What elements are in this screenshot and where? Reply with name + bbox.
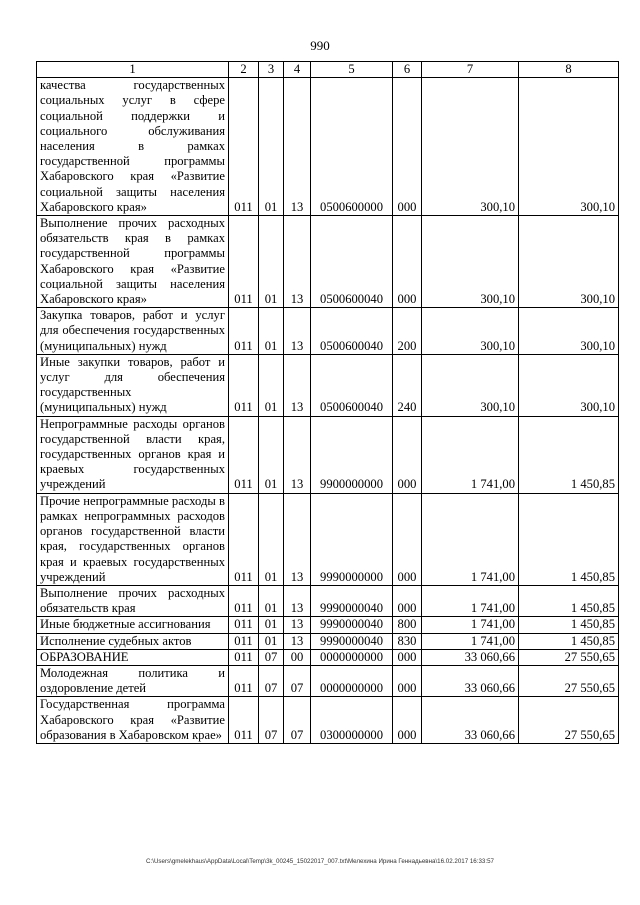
- row-code-2: 011: [229, 308, 259, 355]
- row-code-5: 0500600040: [311, 216, 393, 308]
- row-code-5: 0300000000: [311, 697, 393, 744]
- row-code-6: 240: [393, 354, 422, 416]
- table-row: [37, 617, 619, 633]
- row-amount-7: 300,10: [422, 216, 519, 308]
- row-code-6: 000: [393, 585, 422, 616]
- table-row: [37, 585, 619, 616]
- row-amount-7: 1 741,00: [422, 416, 519, 493]
- row-description: Государственная программа Хабаровского края «Развитие образования в Хабаровском крае»: [37, 697, 229, 744]
- row-code-6: 000: [393, 416, 422, 493]
- row-code-4: 13: [284, 308, 311, 355]
- row-code-4: 13: [284, 617, 311, 633]
- row-amount-8: 300,10: [519, 216, 619, 308]
- row-amount-8: 27 550,65: [519, 665, 619, 696]
- row-code-3: 01: [259, 633, 284, 649]
- row-code-5: 0000000000: [311, 665, 393, 696]
- row-description: Закупка товаров, работ и услуг для обеспечения государственных (муниципальных) нужд: [37, 308, 229, 355]
- row-description: Непрограммные расходы органов государственной власти края, государственных органов края и краевых государственных учреждений: [37, 416, 229, 493]
- page-number: 990: [310, 38, 330, 53]
- row-code-4: 13: [284, 354, 311, 416]
- table-row: [37, 416, 619, 493]
- row-code-6: 830: [393, 633, 422, 649]
- row-code-2: 011: [229, 665, 259, 696]
- row-amount-8: 27 550,65: [519, 649, 619, 665]
- row-description: Выполнение прочих расходных обязательств края: [37, 585, 229, 616]
- row-amount-7: 1 741,00: [422, 585, 519, 616]
- header-col-1: 1: [37, 62, 229, 78]
- row-code-4: 13: [284, 78, 311, 216]
- row-code-4: 13: [284, 493, 311, 585]
- header-row: [37, 62, 619, 78]
- row-code-6: 000: [393, 493, 422, 585]
- row-amount-8: 1 450,85: [519, 493, 619, 585]
- row-code-2: 011: [229, 617, 259, 633]
- row-code-5: 0500600040: [311, 354, 393, 416]
- row-amount-8: 1 450,85: [519, 617, 619, 633]
- row-amount-7: 300,10: [422, 308, 519, 355]
- row-amount-8: 300,10: [519, 78, 619, 216]
- row-description: Исполнение судебных актов: [37, 633, 229, 649]
- row-code-6: 000: [393, 216, 422, 308]
- row-code-2: 011: [229, 633, 259, 649]
- table-row: [37, 354, 619, 416]
- table-row: [37, 308, 619, 355]
- row-code-6: 000: [393, 697, 422, 744]
- header-col-8: 8: [519, 62, 619, 78]
- row-code-2: 011: [229, 216, 259, 308]
- row-code-5: 9900000000: [311, 416, 393, 493]
- header-col-5: 5: [311, 62, 393, 78]
- row-code-3: 01: [259, 617, 284, 633]
- row-code-3: 01: [259, 308, 284, 355]
- table-row: [37, 216, 619, 308]
- row-amount-8: 1 450,85: [519, 585, 619, 616]
- row-amount-7: 33 060,66: [422, 665, 519, 696]
- footer-file-path: C:\Users\gmelekhaus\AppData\Local\Temp\3k_00245_15022017_007.txt\Мелехина Ирина Геннадьевна\16.02.2017 16:33:57: [146, 858, 494, 865]
- row-code-4: 07: [284, 665, 311, 696]
- row-code-5: 9990000040: [311, 585, 393, 616]
- row-amount-7: 1 741,00: [422, 633, 519, 649]
- row-code-5: 9990000040: [311, 617, 393, 633]
- row-code-5: 9990000040: [311, 633, 393, 649]
- row-code-6: 000: [393, 665, 422, 696]
- row-description: Выполнение прочих расходных обязательств края в рамках государственной программы Хабаровского края «Развитие социальной защиты населения Хабаровского края»: [37, 216, 229, 308]
- table-row: [37, 697, 619, 744]
- row-description: ОБРАЗОВАНИЕ: [37, 649, 229, 665]
- row-amount-7: 33 060,66: [422, 697, 519, 744]
- row-amount-8: 1 450,85: [519, 633, 619, 649]
- row-code-4: 13: [284, 216, 311, 308]
- row-amount-7: 300,10: [422, 354, 519, 416]
- row-description: Иные закупки товаров, работ и услуг для обеспечения государственных (муниципальных) нужд: [37, 354, 229, 416]
- row-code-6: 000: [393, 649, 422, 665]
- row-code-2: 011: [229, 493, 259, 585]
- row-amount-7: 1 741,00: [422, 493, 519, 585]
- table-row: [37, 633, 619, 649]
- row-amount-8: 300,10: [519, 308, 619, 355]
- header-col-7: 7: [422, 62, 519, 78]
- row-code-5: 0000000000: [311, 649, 393, 665]
- row-code-3: 01: [259, 78, 284, 216]
- table-row: [37, 493, 619, 585]
- row-code-3: 07: [259, 697, 284, 744]
- row-code-5: 0500600000: [311, 78, 393, 216]
- table-row: [37, 665, 619, 696]
- row-amount-7: 1 741,00: [422, 617, 519, 633]
- header-col-6: 6: [393, 62, 422, 78]
- row-code-4: 13: [284, 416, 311, 493]
- row-code-2: 011: [229, 649, 259, 665]
- row-code-6: 200: [393, 308, 422, 355]
- row-amount-8: 300,10: [519, 354, 619, 416]
- row-code-2: 011: [229, 697, 259, 744]
- row-code-3: 01: [259, 216, 284, 308]
- row-description: Прочие непрограммные расходы в рамках непрограммных расходов органов государственной власти края, государственных органов края и краевых государственных учреждений: [37, 493, 229, 585]
- header-col-3: 3: [259, 62, 284, 78]
- row-code-6: 000: [393, 78, 422, 216]
- header-col-2: 2: [229, 62, 259, 78]
- row-code-3: 01: [259, 493, 284, 585]
- table-row: [37, 649, 619, 665]
- row-code-3: 07: [259, 665, 284, 696]
- row-description: Молодежная политика и оздоровление детей: [37, 665, 229, 696]
- table-row: [37, 78, 619, 216]
- header-col-4: 4: [284, 62, 311, 78]
- row-code-5: 0500600040: [311, 308, 393, 355]
- row-description: качества государственных социальных услуг в сфере социальной поддержки и социального обслуживания населения в рамках государственной программы Хабаровского края «Развитие социальной защиты населения Хабаровского края»: [37, 78, 229, 216]
- row-code-3: 01: [259, 416, 284, 493]
- row-description: Иные бюджетные ассигнования: [37, 617, 229, 633]
- row-amount-8: 1 450,85: [519, 416, 619, 493]
- row-code-3: 01: [259, 585, 284, 616]
- row-amount-7: 33 060,66: [422, 649, 519, 665]
- row-code-3: 07: [259, 649, 284, 665]
- row-code-4: 00: [284, 649, 311, 665]
- row-code-2: 011: [229, 354, 259, 416]
- row-code-5: 9990000000: [311, 493, 393, 585]
- row-amount-7: 300,10: [422, 78, 519, 216]
- budget-table: [36, 61, 619, 744]
- row-amount-8: 27 550,65: [519, 697, 619, 744]
- row-code-4: 07: [284, 697, 311, 744]
- row-code-2: 011: [229, 78, 259, 216]
- row-code-4: 13: [284, 585, 311, 616]
- row-code-4: 13: [284, 633, 311, 649]
- row-code-3: 01: [259, 354, 284, 416]
- row-code-6: 800: [393, 617, 422, 633]
- row-code-2: 011: [229, 585, 259, 616]
- row-code-2: 011: [229, 416, 259, 493]
